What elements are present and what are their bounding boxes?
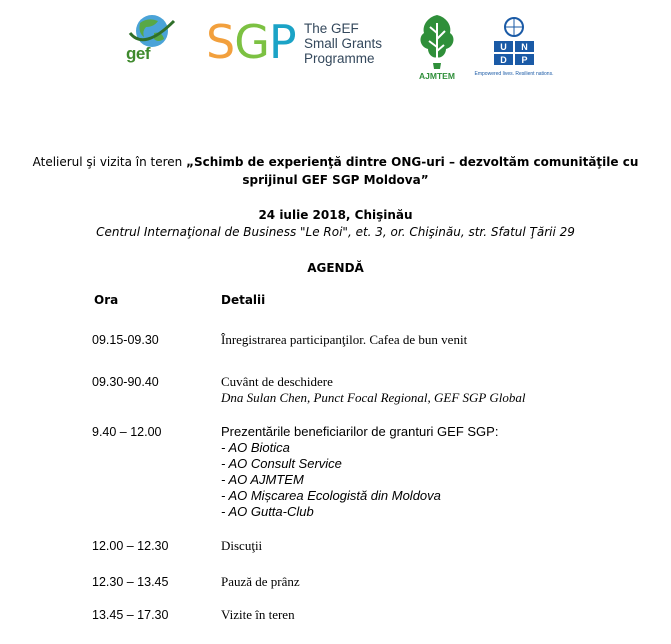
agenda-detail: [221, 424, 498, 520]
event-location: Centrul Internaţional de Business "Le Roi", et. 3, or. Chişinău, str. Sfatul Ţării 29: [96, 225, 575, 239]
agenda-detail-sub: - AO Biotica: [221, 440, 290, 455]
event-title-line-1: [0, 155, 671, 169]
agenda-detail-main: Cuvânt de deschidere: [221, 374, 333, 389]
sgp-letter-g: G: [234, 15, 269, 69]
agenda-time: 12.00 – 12.30: [92, 539, 169, 553]
svg-text:N: N: [521, 42, 528, 52]
sgp-line-1: The GEF: [304, 21, 359, 36]
agenda-detail-main: Vizite în teren: [221, 607, 295, 622]
svg-text:D: D: [500, 55, 507, 65]
sgp-logo-text: [304, 21, 382, 66]
agenda-detail: [221, 374, 526, 406]
agenda-detail-sub: Dna Sulan Chen, Punct Focal Regional, GEF SGP Global: [221, 390, 526, 405]
agenda-heading: AGENDĂ: [307, 261, 364, 275]
event-title-bold: „Schimb de experienţă dintre ONG-uri – dezvoltăm comunităţile cu: [186, 155, 639, 169]
agenda-time: 09.30-90.40: [92, 375, 159, 389]
event-title-line-2: sprijinul GEF SGP Moldova”: [242, 173, 429, 187]
agenda-time: 09.15-09.30: [92, 333, 159, 347]
oak-tree-icon: [414, 11, 460, 87]
agenda-detail-main: Pauză de prânz: [221, 574, 300, 589]
undp-tagline: Empowered lives. Resilient nations.: [474, 71, 554, 77]
sgp-line-3: Programme: [304, 51, 375, 66]
sgp-letter-p: P: [268, 15, 296, 69]
event-date: 24 iulie 2018, Chişinău: [258, 208, 413, 222]
agenda-time: 9.40 – 12.00: [92, 425, 162, 439]
sgp-letter-s: S: [206, 15, 235, 69]
agenda-detail-main: Înregistrarea participanţilor. Cafea de bun venit: [221, 332, 468, 347]
agenda-detail-sub: - AO Mișcarea Ecologistă din Moldova: [221, 488, 441, 503]
svg-text:U: U: [500, 42, 507, 52]
agenda-detail-sub: - AO Consult Service: [221, 456, 342, 471]
agenda-time: 13.45 – 17.30: [92, 608, 169, 622]
un-emblem-icon: [474, 13, 554, 89]
agenda-detail: [221, 538, 262, 554]
agenda-detail-main: Prezentările beneficiarilor de granturi GEF SGP:: [221, 424, 499, 439]
agenda-detail: [221, 607, 295, 623]
agenda-time: 12.30 – 13.45: [92, 575, 169, 589]
column-header-details: Detalii: [221, 293, 266, 307]
agenda-detail-main: Discuţii: [221, 538, 263, 553]
agenda-detail-sub: - AO AJMTEM: [221, 472, 304, 487]
agenda-detail: [221, 574, 300, 590]
sgp-line-2: Small Grants: [304, 36, 383, 51]
agenda-detail-sub: - AO Gutta-Club: [221, 504, 314, 519]
column-header-time: Ora: [94, 293, 119, 307]
ajmtem-logo-text: AJMTEM: [419, 71, 455, 81]
event-title-prefix: Atelierul şi vizita în teren: [32, 155, 187, 169]
sgp-logo-mark: [206, 15, 296, 69]
agenda-detail: [221, 332, 467, 348]
svg-text:P: P: [521, 55, 528, 65]
gef-wordmark: gef: [126, 44, 150, 63]
